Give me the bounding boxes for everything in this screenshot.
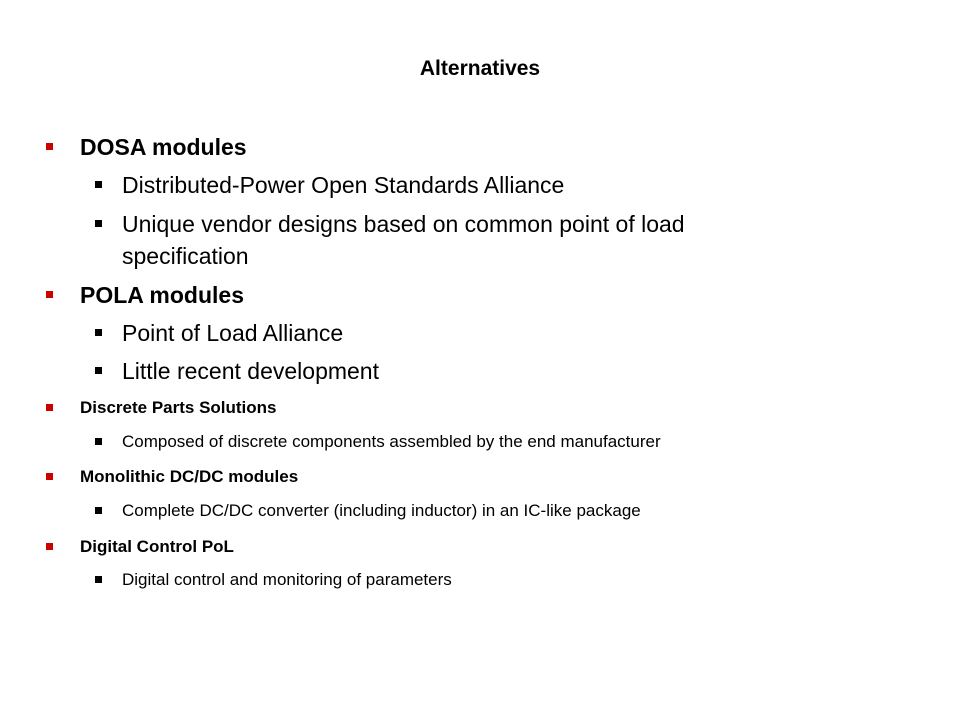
bullet-icon — [46, 404, 53, 411]
bullet-icon — [46, 543, 53, 550]
sub-bullet: Point of Load Alliance — [122, 320, 344, 346]
sub-bullet: Composed of discrete components assembled by the end manufacturer — [122, 432, 661, 451]
sub-bullet: Little recent development — [122, 358, 379, 384]
sub-bullet-continuation: specification — [122, 243, 249, 269]
bullet-icon — [46, 143, 53, 150]
sub-bullet-icon — [95, 507, 102, 514]
sub-bullet-icon — [95, 329, 102, 336]
sub-bullet: Digital control and monitoring of parameters — [122, 570, 452, 589]
sub-bullet-icon — [95, 576, 102, 583]
sub-bullet: Distributed-Power Open Standards Alliance — [122, 172, 565, 198]
sub-bullet: Complete DC/DC converter (including inductor) in an IC-like package — [122, 501, 641, 520]
bullet-dosa: DOSA modules — [80, 134, 247, 160]
sub-bullet: Unique vendor designs based on common point of load — [122, 211, 685, 237]
bullet-monolithic: Monolithic DC/DC modules — [80, 467, 299, 486]
bullet-pola: POLA modules — [80, 282, 244, 308]
sub-bullet-icon — [95, 438, 102, 445]
bullet-icon — [46, 291, 53, 298]
bullet-digital-control: Digital Control PoL — [80, 537, 234, 556]
slide-title: Alternatives — [419, 57, 541, 80]
bullet-icon — [46, 473, 53, 480]
bullet-discrete: Discrete Parts Solutions — [80, 398, 277, 417]
sub-bullet-icon — [95, 181, 102, 188]
sub-bullet-icon — [95, 220, 102, 227]
sub-bullet-icon — [95, 367, 102, 374]
